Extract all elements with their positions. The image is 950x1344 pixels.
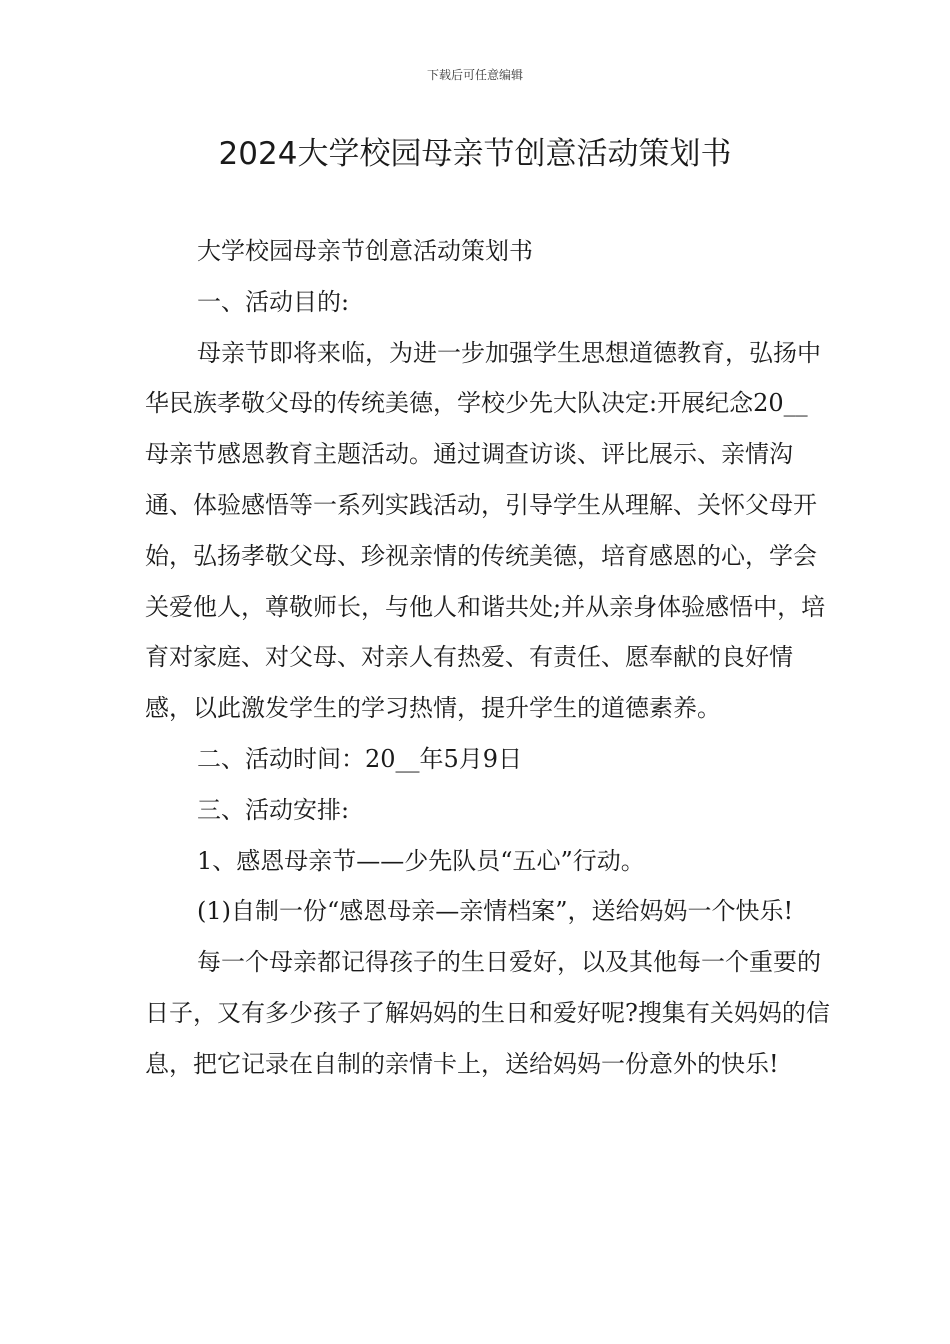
document-body xyxy=(145,226,830,1090)
paragraph-item-1-1-detail: 每一个母亲都记得孩子的生日爱好，以及其他每一个重要的日子，又有多少孩子了解妈妈的生日和爱好呢?搜集有关妈妈的信息，把它记录在自制的亲情卡上，送给妈妈一份意外的快乐! xyxy=(145,948,830,1078)
paragraph-subtitle: 大学校园母亲节创意活动策划书 xyxy=(197,237,533,265)
paragraph-section-1-heading: 一、活动目的: xyxy=(197,287,350,316)
document-title: 2024大学校园母亲节创意活动策划书 xyxy=(218,136,732,172)
paragraph-section-2-time: 二、活动时间：20__年5月9日 xyxy=(197,744,523,773)
paragraph-section-3-heading: 三、活动安排: xyxy=(197,795,350,824)
paragraph-item-1: 1、感恩母亲节——少先队员“五心”行动。 xyxy=(197,846,645,875)
paragraph-item-1-1: (1)自制一份“感恩母亲—亲情档案”，送给妈妈一个快乐! xyxy=(197,897,794,926)
page-header: 下载后可任意编辑 xyxy=(426,68,523,82)
paragraph-purpose: 母亲节即将来临，为进一步加强学生思想道德教育，弘扬中华民族孝敬父母的传统美德，学校少先大队决定:开展纪念20__母亲节感恩教育主题活动。通过调查访谈、评比展示、亲情沟通、体验感悟等一系列实践活动，引导学生从理解、关怀父母开始，弘扬孝敬父母、珍视亲情的传统美德，培育感恩的心，学会关爱他人，尊敬师长，与他人和谐共处;并从亲身体验感悟中，培育对家庭、对父母、对亲人有热爱、有责任、愿奉献的良好情感，以此激发学生的学习热情，提升学生的道德素养。 xyxy=(145,338,826,723)
